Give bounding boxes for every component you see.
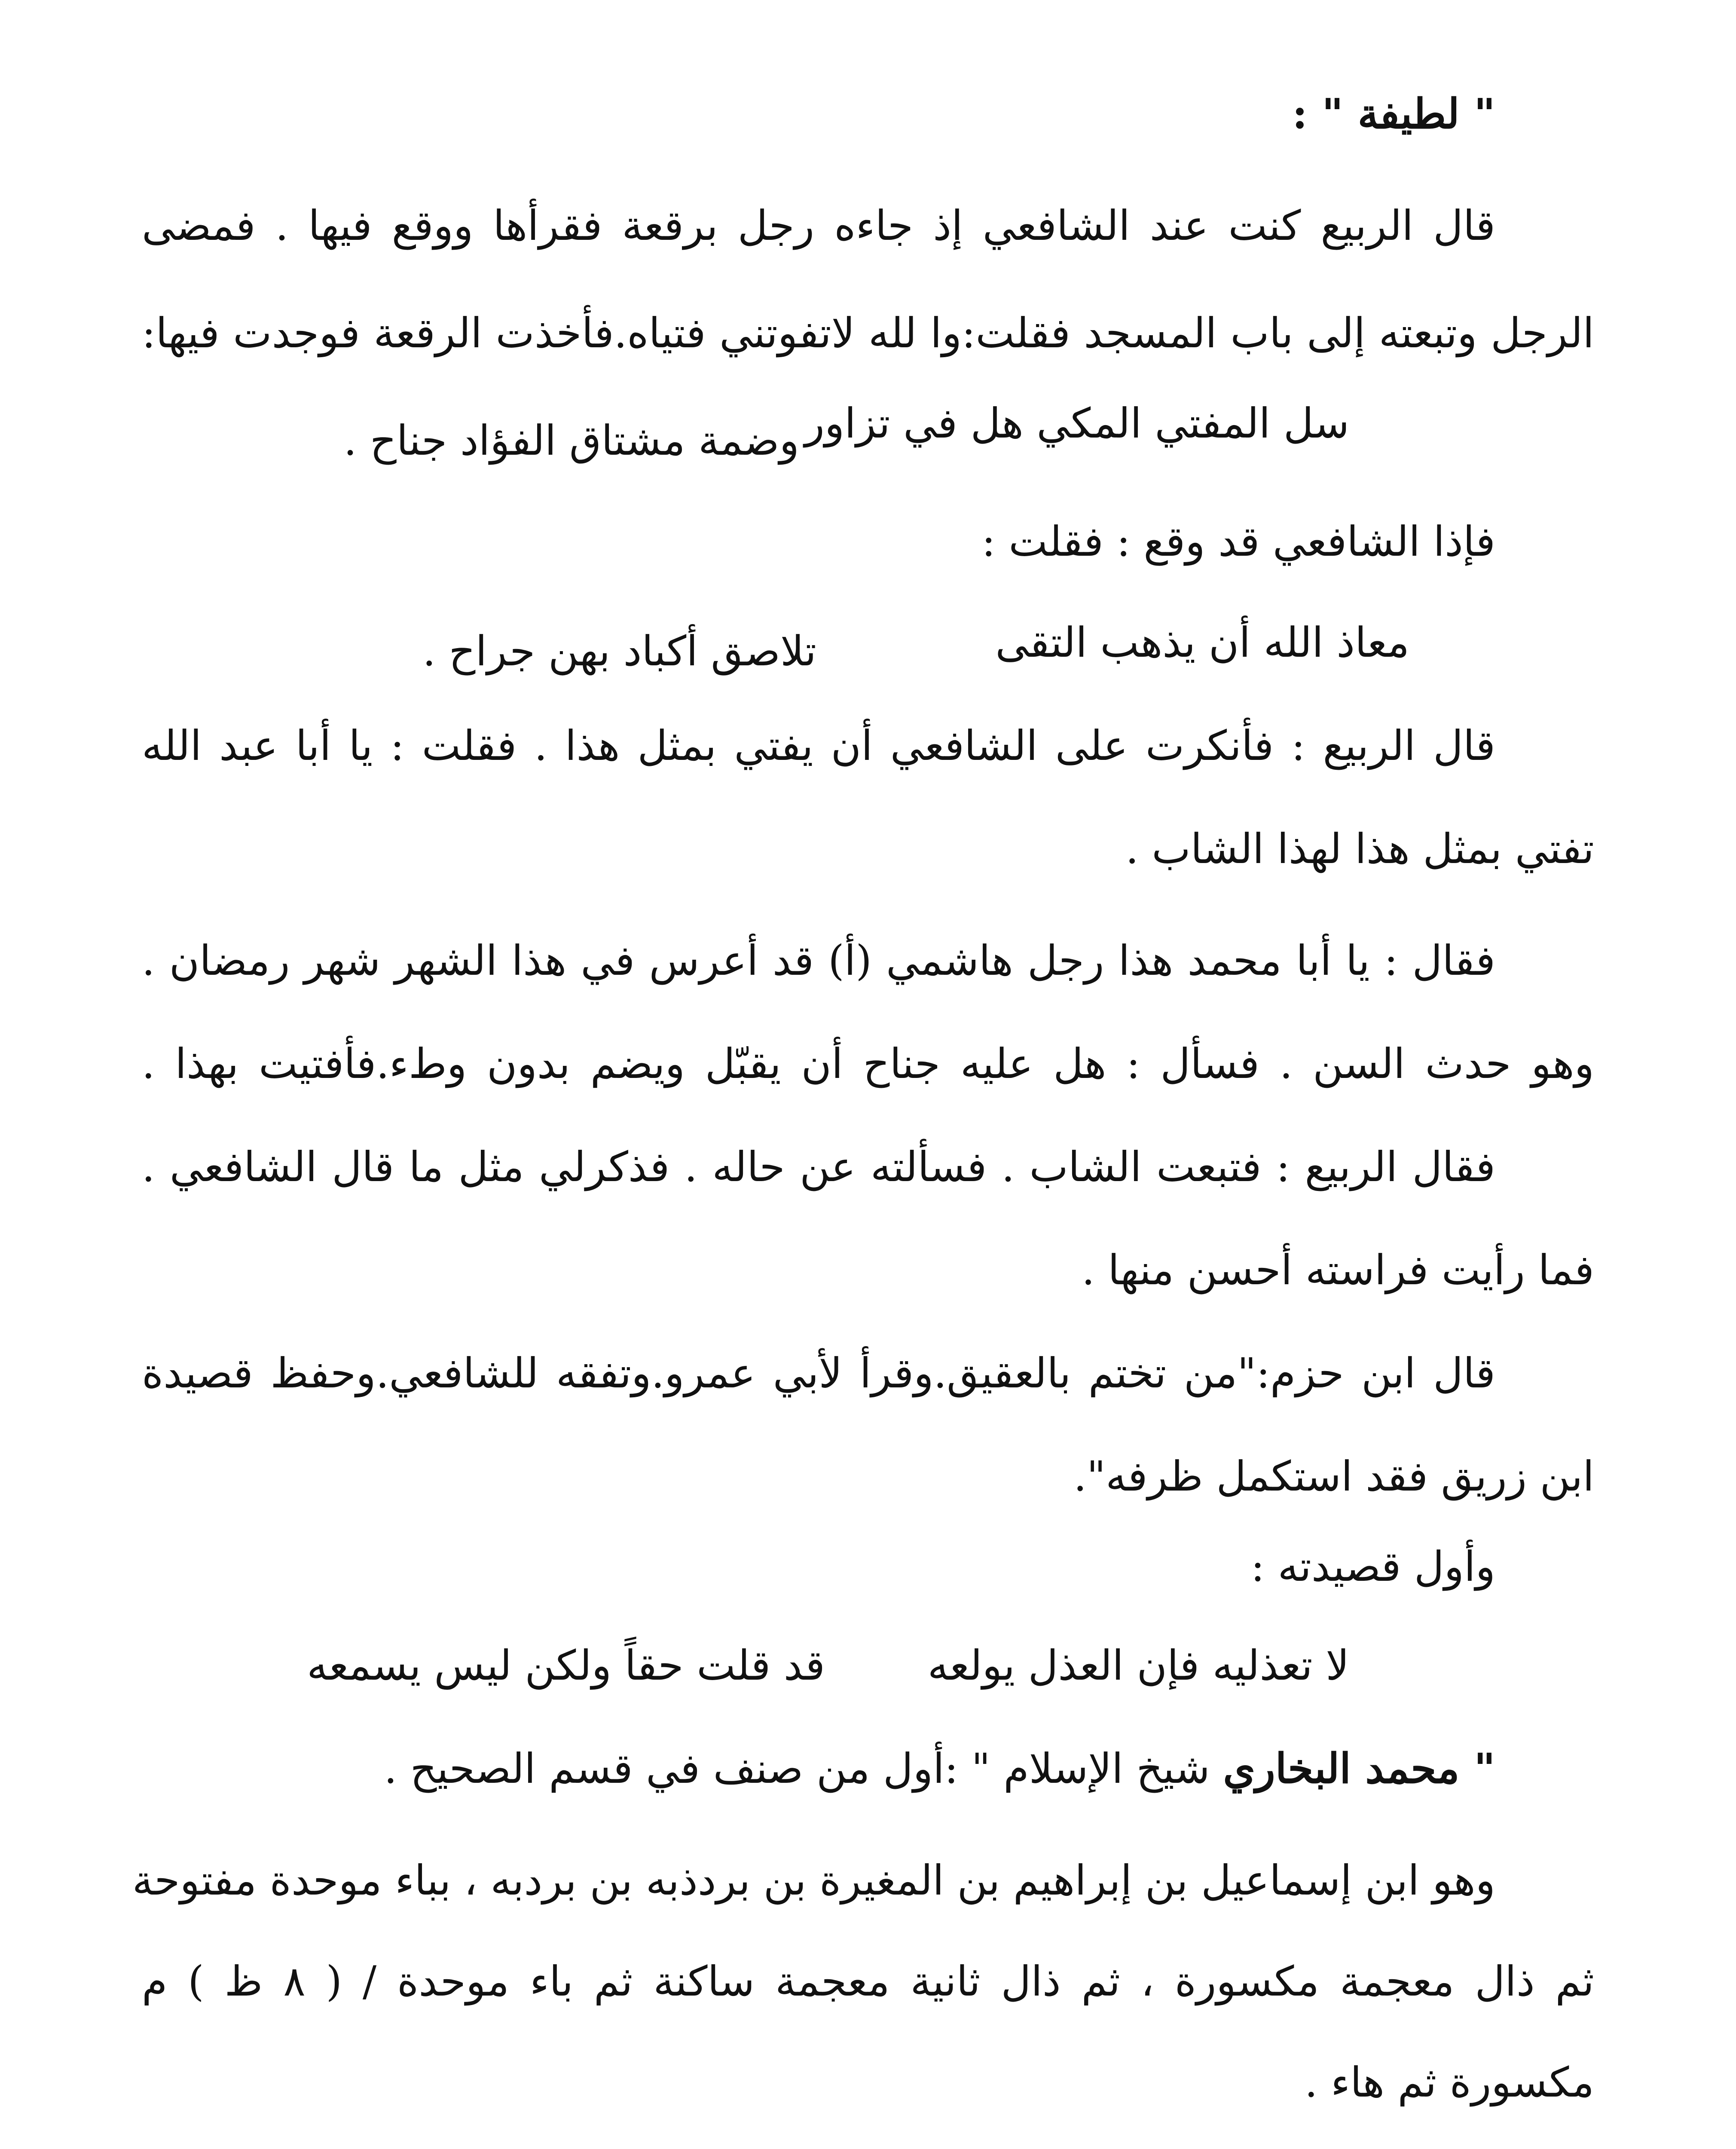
- verse-hemistich-left: وضمة مشتاق الفؤاد جناح .: [343, 416, 799, 465]
- text-line: ثم ذال معجمة مكسورة ، ثم ذال ثانية معجمة ساكنة ثم باء موحدة / ( ٨ ظ ) م: [142, 1957, 1595, 2005]
- text-line: وأول قصيدته :: [1250, 1543, 1495, 1591]
- text-line: قال ابن حزم:"من تختم بالعقيق.وقرأ لأبي عمرو.وتفقه للشافعي.وحفظ قصيدة: [142, 1349, 1495, 1397]
- verse-hemistich-right: سل المفتي المكي هل في تزاور: [804, 399, 1349, 447]
- text-line: وهو حدث السن . فسأل : هل عليه جناح أن يقبّل ويضم بدون وطء.فأفتيت بهذا .: [142, 1040, 1595, 1088]
- text-line: [384, 1739, 1495, 1799]
- text-line: وهو ابن إسماعيل بن إبراهيم بن المغيرة بن بردذبه بن بردبه ، بباء موحدة مفتوحة: [132, 1856, 1495, 1904]
- text-line: فما رأيت فراسته أحسن منها .: [1082, 1246, 1594, 1294]
- text-line: الرجل وتبعته إلى باب المسجد فقلت:وا لله لاتفوتني فتياه.فأخذت الرقعة فوجدت فيها:: [142, 309, 1595, 357]
- text-line: قال الربيع : فأنكرت على الشافعي أن يفتي بمثل هذا . فقلت : يا أبا عبد الله: [142, 722, 1495, 770]
- text-line: مكسورة ثم هاء .: [1304, 2058, 1594, 2106]
- verse-hemistich-right: معاذ الله أن يذهب التقى: [995, 618, 1409, 667]
- text-line: فقال : يا أبا محمد هذا رجل هاشمي (أ) قد أعرس في هذا الشهر شهر رمضان .: [142, 937, 1495, 985]
- verse-hemistich-left: قد قلت حقاً ولكن ليس يسمعه: [307, 1641, 825, 1690]
- emphasized-name: " محمد البخاري: [1223, 1744, 1495, 1793]
- section-heading: " لطيفة " :: [1292, 89, 1495, 138]
- text-line: فإذا الشافعي قد وقع : فقلت :: [981, 517, 1495, 566]
- verse-hemistich-left: تلاصق أكباد بهن جراح .: [422, 627, 816, 675]
- text-line: قال الربيع كنت عند الشافعي إذ جاءه رجل برقعة فقرأها ووقع فيها . فمضى: [142, 202, 1495, 250]
- text-line: تفتي بمثل هذا لهذا الشاب .: [1125, 825, 1594, 873]
- text-span: شيخ الإسلام " :أول من صنف في قسم الصحيح .: [384, 1745, 1223, 1793]
- text-line: فقال الربيع : فتبعت الشاب . فسألته عن حاله . فذكرلي مثل ما قال الشافعي .: [142, 1143, 1495, 1191]
- verse-hemistich-right: لا تعذليه فإن العذل يولعه: [927, 1641, 1349, 1690]
- text-line: ابن زريق فقد استكمل ظرفه".: [1073, 1452, 1594, 1500]
